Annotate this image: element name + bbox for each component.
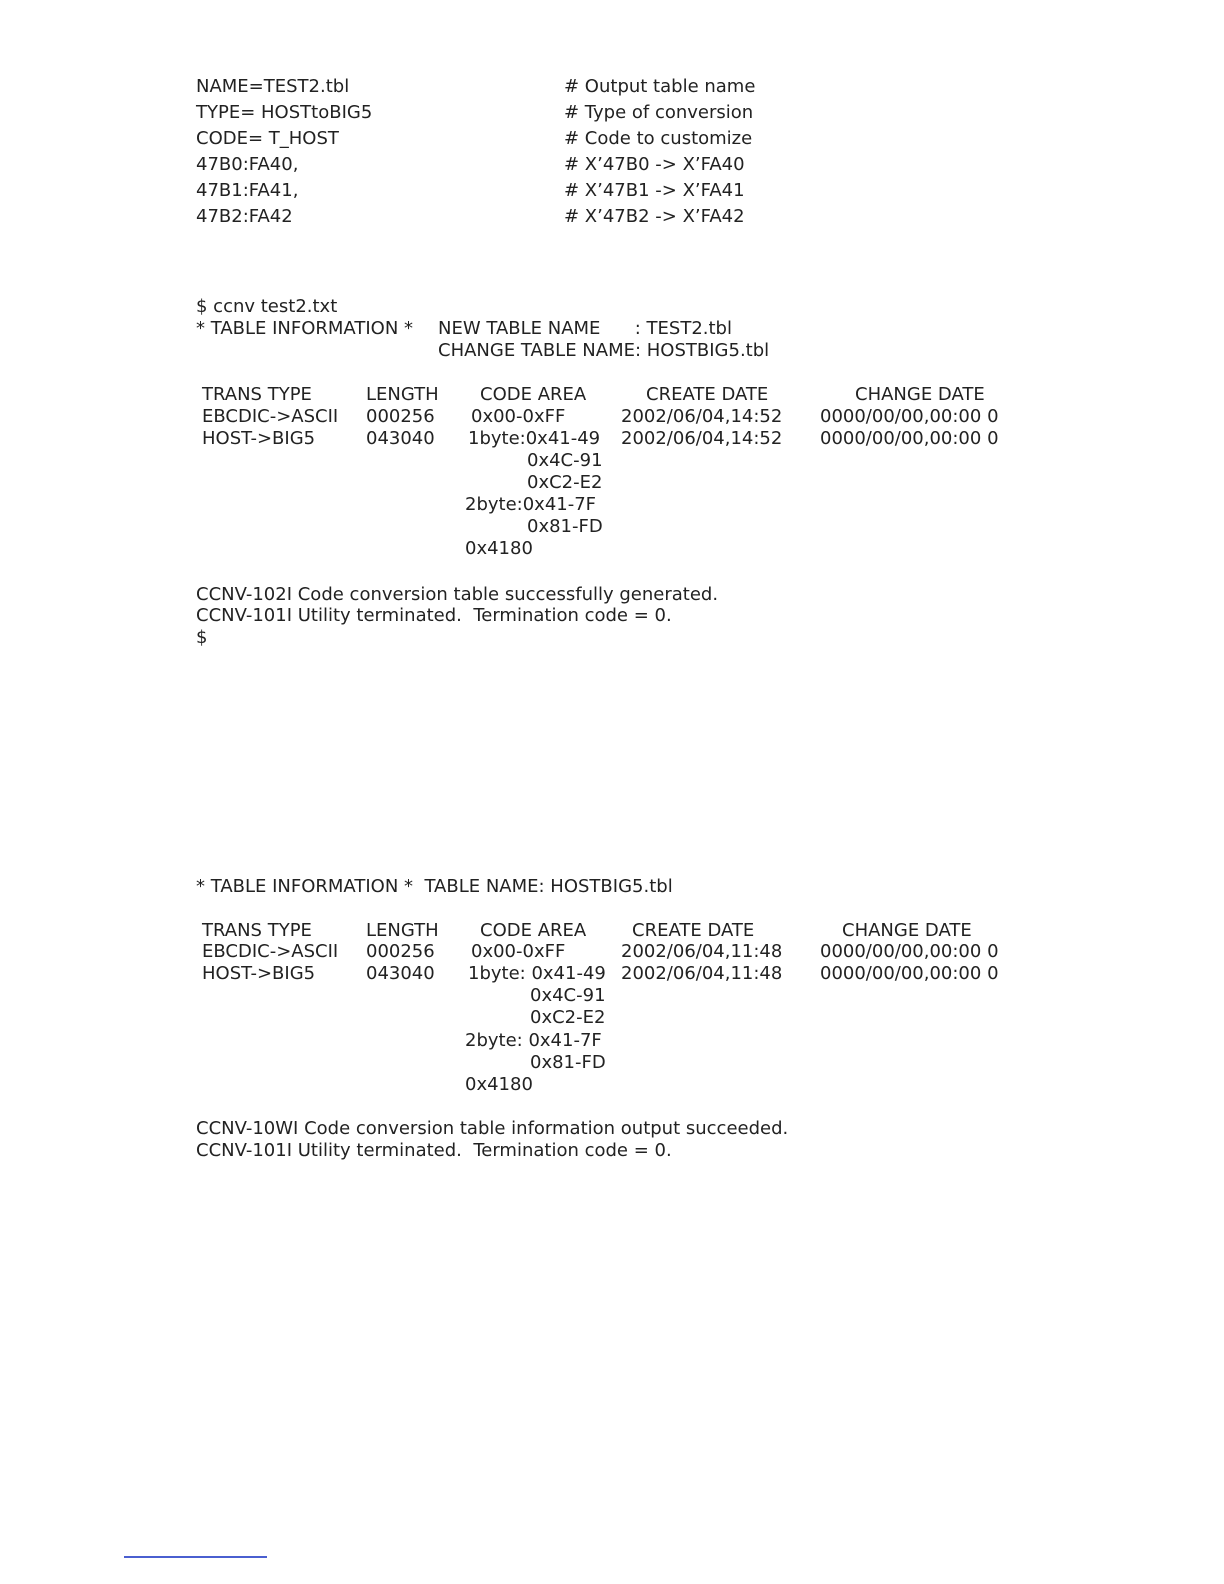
cell-create-date: 2002/06/04,11:48 bbox=[621, 963, 783, 984]
cell-code-area-cont: 0xC2-E2 bbox=[530, 1007, 606, 1028]
cell-length: 043040 bbox=[366, 963, 435, 984]
cell-code-area-cont: 0x4C-91 bbox=[530, 985, 606, 1006]
column-header: CHANGE DATE bbox=[855, 384, 985, 405]
cell-change-date: 0000/00/00,00:00 0 bbox=[820, 406, 999, 427]
status-message: CCNV-102I Code conversion table successfully generated. bbox=[196, 584, 719, 605]
cell-create-date: 2002/06/04,14:52 bbox=[621, 428, 783, 449]
cell-code-area-cont: 0x4180 bbox=[465, 538, 533, 559]
cell-code-area-cont: 0x81-FD bbox=[530, 1052, 606, 1073]
config-comment: # X’47B0 -> X’FA40 bbox=[564, 154, 745, 175]
cell-trans-type: HOST->BIG5 bbox=[202, 963, 316, 984]
cell-length: 043040 bbox=[366, 428, 435, 449]
shell-prompt: $ bbox=[196, 627, 208, 648]
config-comment: # Type of conversion bbox=[564, 102, 754, 123]
cell-code-area-cont: 0x4C-91 bbox=[527, 450, 603, 471]
column-header: CODE AREA bbox=[480, 384, 587, 405]
config-code: NAME=TEST2.tbl bbox=[196, 76, 350, 97]
cell-length: 000256 bbox=[366, 406, 435, 427]
cell-create-date: 2002/06/04,11:48 bbox=[621, 941, 783, 962]
status-message: CCNV-10WI Code conversion table information output succeeded. bbox=[196, 1118, 789, 1139]
column-header: CREATE DATE bbox=[632, 920, 755, 941]
config-code: CODE= T_HOST bbox=[196, 128, 339, 149]
config-code: 47B2:FA42 bbox=[196, 206, 293, 227]
cell-code-area: 0x00-0xFF bbox=[471, 406, 566, 427]
status-message: CCNV-101I Utility terminated. Termination code = 0. bbox=[196, 605, 672, 626]
config-comment: # X’47B1 -> X’FA41 bbox=[564, 180, 745, 201]
cell-create-date: 2002/06/04,14:52 bbox=[621, 406, 783, 427]
cell-code-area: 1byte: 0x41-49 bbox=[468, 963, 606, 984]
cell-trans-type: EBCDIC->ASCII bbox=[202, 406, 339, 427]
new-table-name: NEW TABLE NAME : TEST2.tbl bbox=[438, 318, 732, 339]
config-comment: # X’47B2 -> X’FA42 bbox=[564, 206, 745, 227]
cell-change-date: 0000/00/00,00:00 0 bbox=[820, 941, 999, 962]
config-code: TYPE= HOSTtoBIG5 bbox=[196, 102, 373, 123]
column-header: TRANS TYPE bbox=[202, 920, 312, 941]
cell-change-date: 0000/00/00,00:00 0 bbox=[820, 963, 999, 984]
column-header: CREATE DATE bbox=[646, 384, 769, 405]
cell-code-area-cont: 0xC2-E2 bbox=[527, 472, 603, 493]
table-info-label: * TABLE INFORMATION * bbox=[196, 318, 414, 339]
cell-trans-type: EBCDIC->ASCII bbox=[202, 941, 339, 962]
table-info-line: * TABLE INFORMATION * TABLE NAME: HOSTBIG5.tbl bbox=[196, 876, 673, 897]
column-header: LENGTH bbox=[366, 920, 439, 941]
cell-code-area-cont: 2byte: 0x41-7F bbox=[465, 1030, 602, 1051]
footnote-divider bbox=[124, 1556, 267, 1558]
column-header: TRANS TYPE bbox=[202, 384, 312, 405]
column-header: CODE AREA bbox=[480, 920, 587, 941]
command-line: $ ccnv test2.txt bbox=[196, 296, 338, 317]
change-table-name: CHANGE TABLE NAME: HOSTBIG5.tbl bbox=[438, 340, 770, 361]
config-code: 47B1:FA41, bbox=[196, 180, 299, 201]
cell-code-area: 0x00-0xFF bbox=[471, 941, 566, 962]
cell-code-area-cont: 0x81-FD bbox=[527, 516, 603, 537]
cell-code-area: 1byte:0x41-49 bbox=[468, 428, 601, 449]
column-header: LENGTH bbox=[366, 384, 439, 405]
cell-trans-type: HOST->BIG5 bbox=[202, 428, 316, 449]
cell-code-area-cont: 0x4180 bbox=[465, 1074, 533, 1095]
status-message: CCNV-101I Utility terminated. Termination code = 0. bbox=[196, 1140, 672, 1161]
cell-length: 000256 bbox=[366, 941, 435, 962]
column-header: CHANGE DATE bbox=[842, 920, 972, 941]
config-code: 47B0:FA40, bbox=[196, 154, 299, 175]
config-comment: # Code to customize bbox=[564, 128, 753, 149]
config-comment: # Output table name bbox=[564, 76, 756, 97]
cell-change-date: 0000/00/00,00:00 0 bbox=[820, 428, 999, 449]
cell-code-area-cont: 2byte:0x41-7F bbox=[465, 494, 597, 515]
